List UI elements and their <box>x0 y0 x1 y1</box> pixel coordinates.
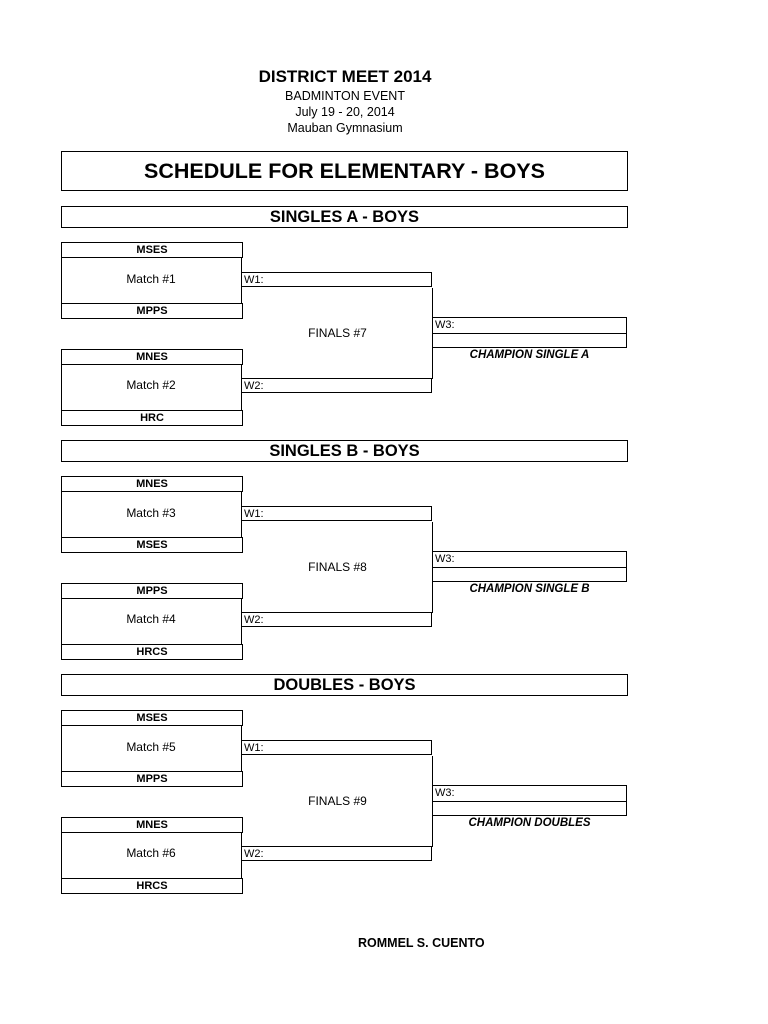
champion-label: CHAMPION DOUBLES <box>468 817 591 829</box>
match-label: Match #2 <box>126 378 176 392</box>
finals-label: FINALS #8 <box>308 560 367 574</box>
winner-2-slot: W2: <box>241 378 432 393</box>
team-slot: HRCS <box>61 878 243 894</box>
winner-3-slot <box>432 551 627 582</box>
team-slot: MSES <box>61 242 243 258</box>
team-slot: MNES <box>61 817 243 833</box>
document-header <box>0 66 690 136</box>
finals-label: FINALS #7 <box>308 326 367 340</box>
match-label: Match #3 <box>126 506 176 520</box>
team-slot: MPPS <box>61 303 243 319</box>
section-title: SINGLES B - BOYS <box>61 440 628 462</box>
champion-label: CHAMPION SINGLE B <box>469 583 590 595</box>
winner-1-slot: W1: <box>241 740 432 755</box>
match-label: Match #5 <box>126 740 176 754</box>
winner-3-label: W3: <box>433 786 626 802</box>
winner-1-slot: W1: <box>241 272 432 287</box>
event-name: BADMINTON EVENT <box>285 89 405 103</box>
signatory-name: ROMMEL S. CUENTO <box>358 936 485 950</box>
team-slot: MPPS <box>61 583 243 599</box>
event-venue: Mauban Gymnasium <box>287 121 403 135</box>
event-date: July 19 - 20, 2014 <box>295 105 395 119</box>
match-label: Match #6 <box>126 846 176 860</box>
winner-3-slot <box>432 317 627 348</box>
section-title: DOUBLES - BOYS <box>61 674 628 696</box>
bracket-singles-a <box>0 206 768 436</box>
champion-label: CHAMPION SINGLE A <box>469 349 590 361</box>
winner-2-slot: W2: <box>241 612 432 627</box>
winner-3-slot <box>432 785 627 816</box>
team-slot: HRC <box>61 410 243 426</box>
bracket-doubles <box>0 674 768 904</box>
team-slot: MSES <box>61 710 243 726</box>
match-label: Match #4 <box>126 612 176 626</box>
team-slot: MPPS <box>61 771 243 787</box>
finals-label: FINALS #9 <box>308 794 367 808</box>
schedule-title: SCHEDULE FOR ELEMENTARY - BOYS <box>61 151 628 191</box>
team-slot: MNES <box>61 476 243 492</box>
winner-3-label: W3: <box>433 318 626 334</box>
match-label: Match #1 <box>126 272 176 286</box>
team-slot: HRCS <box>61 644 243 660</box>
winner-2-slot: W2: <box>241 846 432 861</box>
team-slot: MSES <box>61 537 243 553</box>
bracket-singles-b <box>0 440 768 670</box>
winner-3-label: W3: <box>433 552 626 568</box>
meet-title: DISTRICT MEET 2014 <box>258 67 432 86</box>
winner-1-slot: W1: <box>241 506 432 521</box>
team-slot: MNES <box>61 349 243 365</box>
section-title: SINGLES A - BOYS <box>61 206 628 228</box>
